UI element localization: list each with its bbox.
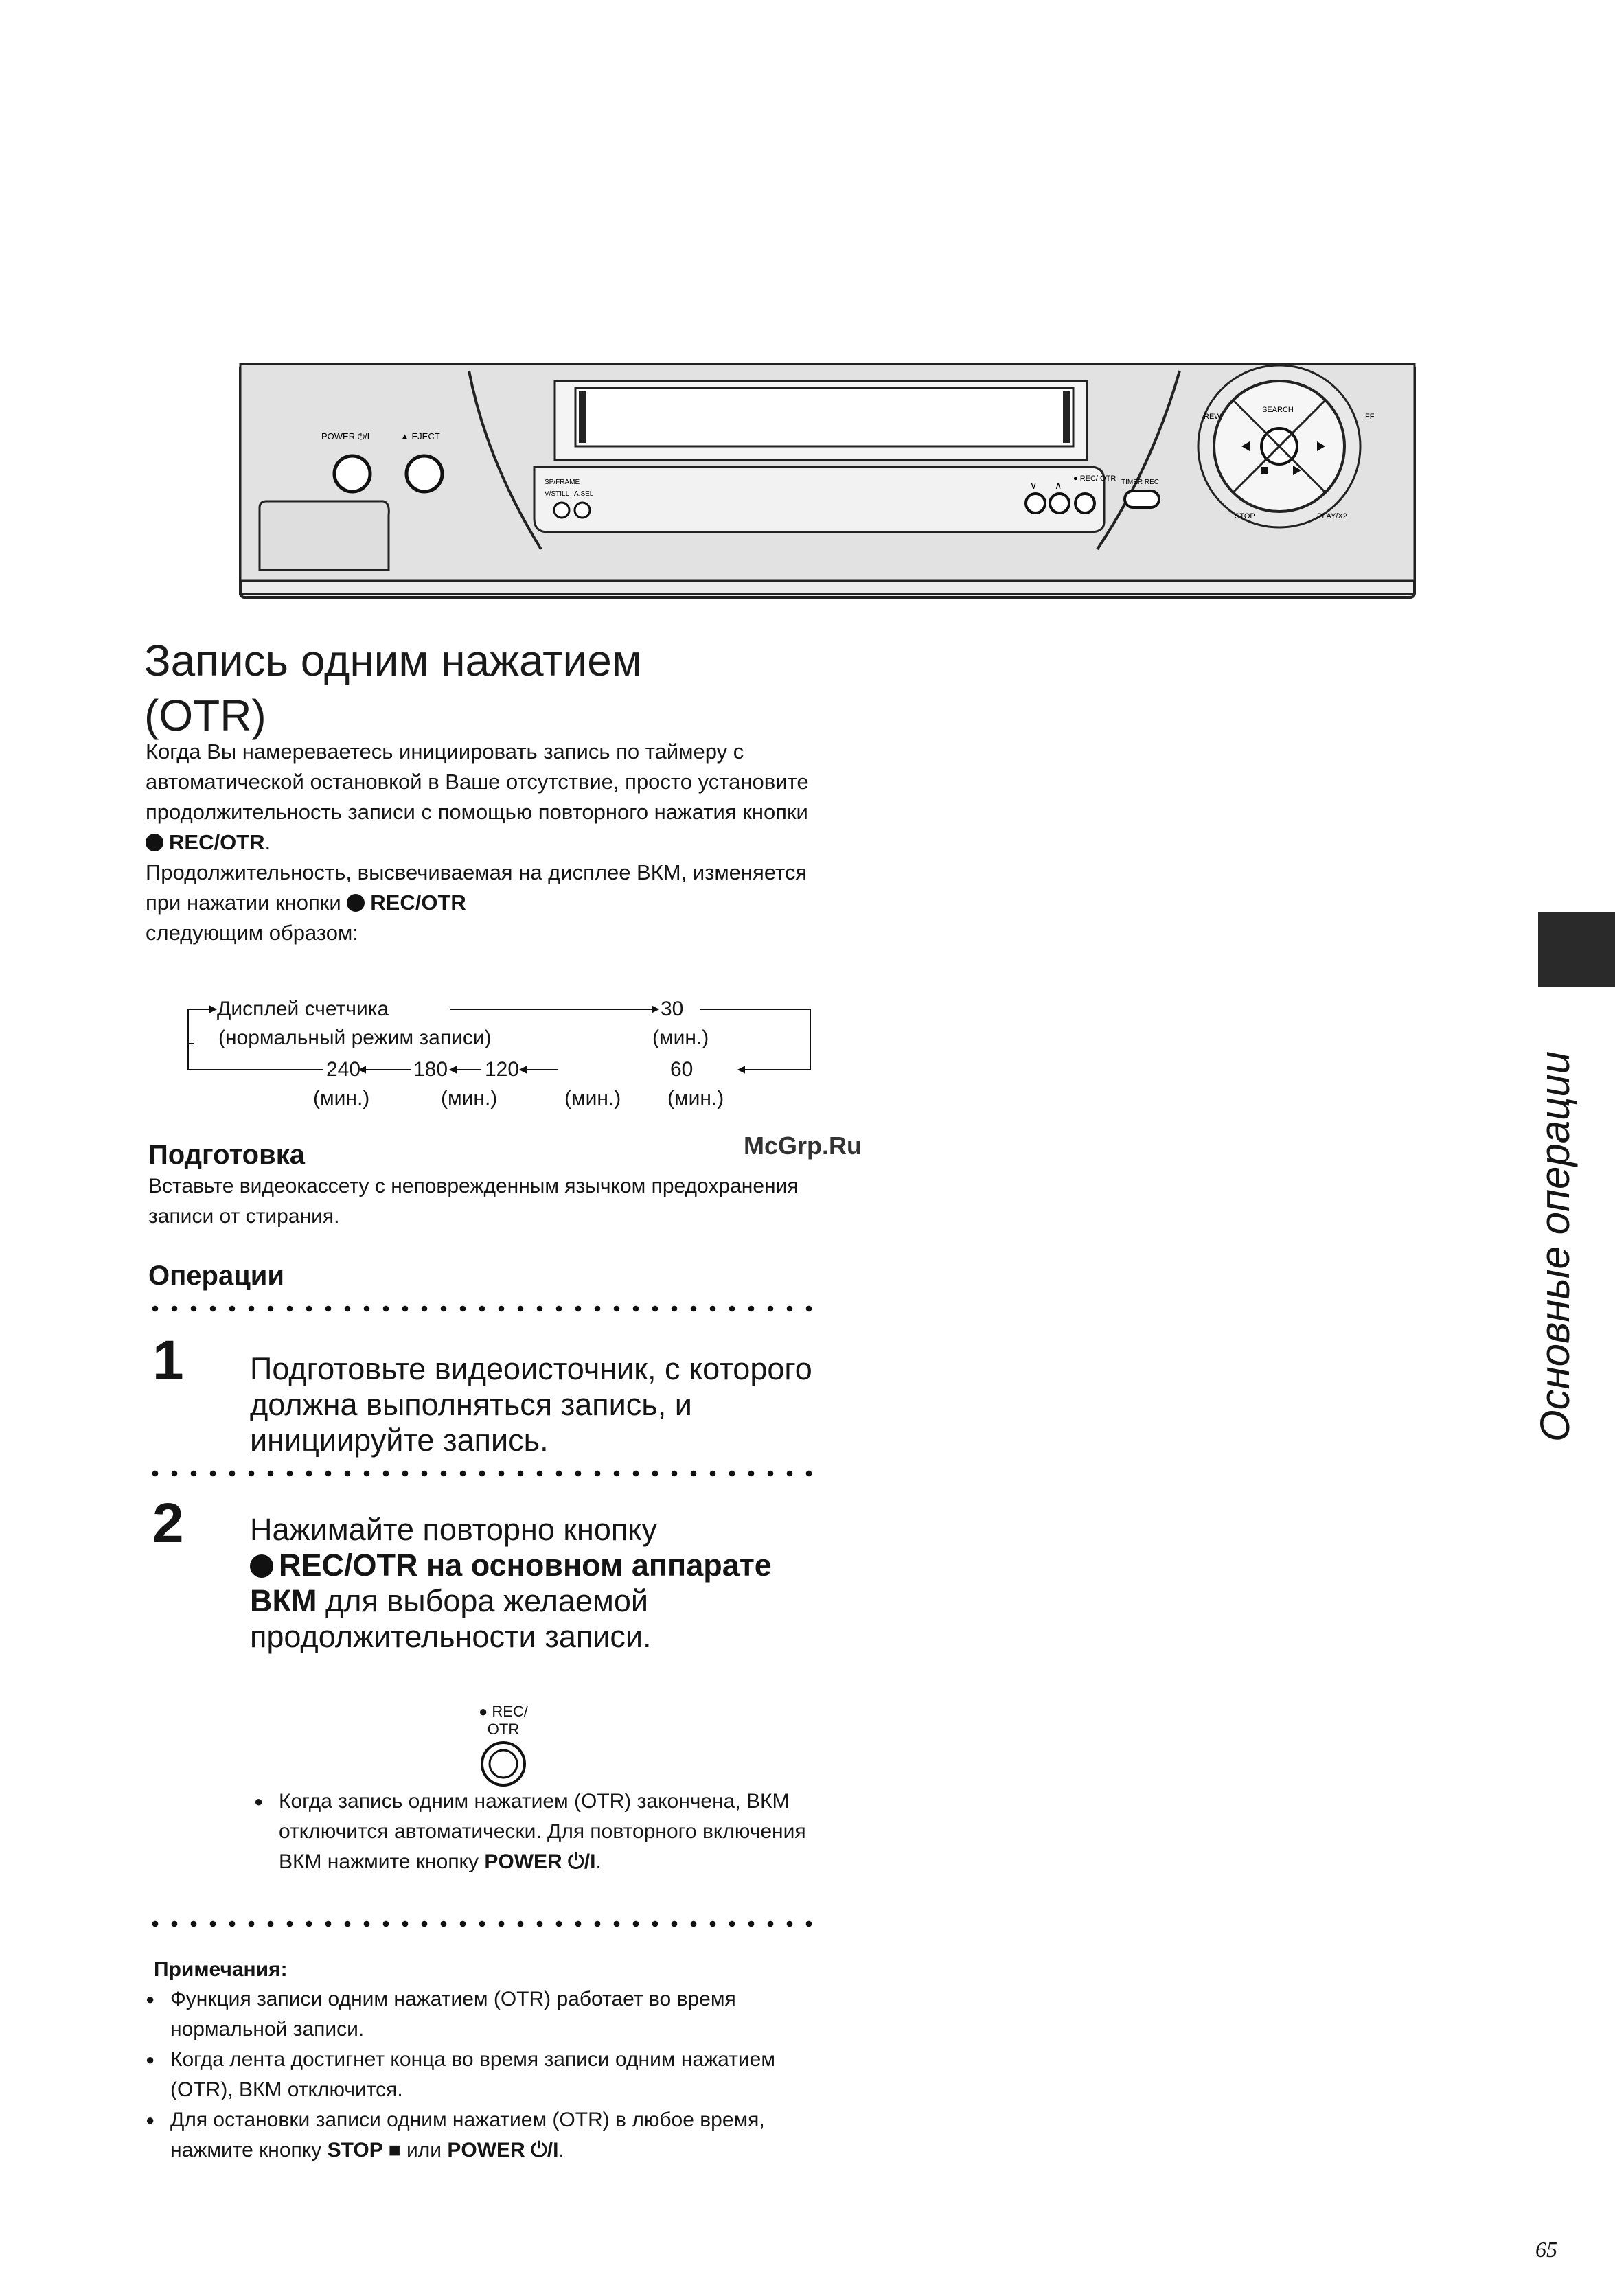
seq-30: 30 (661, 998, 684, 1020)
intro-p2-button: REC/OTR (370, 891, 466, 915)
title-line2: (OTR) (144, 691, 266, 740)
note-2: ● Когда лента достигнет конца во время записи одним нажатием (OTR), ВКМ отключится. (146, 2045, 818, 2105)
step2-b: для выбора желаемой продолжительности записи. (250, 1583, 652, 1654)
vcr-ch-down-button[interactable] (1026, 494, 1045, 513)
vcr-ch-up-button[interactable] (1050, 494, 1069, 513)
vcr-eject-label: ▲ EJECT (400, 431, 440, 441)
step2-text (250, 1512, 813, 1655)
prep-heading: Подготовка (148, 1140, 305, 1170)
vcr-play-label: PLAY/X2 (1317, 512, 1347, 520)
vcr-vstill-label: V/STILL (545, 490, 570, 498)
intro-p2: Продолжительность, высвечиваемая на дисплее ВКМ, изменяется при нажатии кнопки (146, 860, 808, 915)
dotted-divider (146, 1920, 818, 1928)
intro-p1: Когда Вы намереваетесь инициировать запись по таймеру с автоматической остановкой в Ваше отсутствие, просто установите продолжительность записи с помощью повторного нажатия кнопки (146, 739, 809, 824)
vcr-sp-button[interactable] (554, 503, 569, 518)
vcr-ff-label: FF (1365, 413, 1375, 421)
prep-text: Вставьте видеокассету с неповрежденным язычком предохранения записи от стирания. (148, 1175, 799, 1228)
rec-dot-icon (347, 894, 365, 912)
seq-240-unit: (мин.) (313, 1087, 370, 1110)
seq-240: 240 (326, 1058, 361, 1081)
seq-60: 60 (670, 1058, 694, 1081)
otr-label-2: OTR (487, 1721, 520, 1738)
rec-dot-icon (146, 834, 163, 851)
step1-number: 1 (152, 1329, 184, 1392)
vcr-eject-button[interactable] (406, 456, 442, 492)
intro-text (146, 737, 839, 948)
note-3-power: POWER ⏻/I (447, 2139, 559, 2161)
seq-180-unit: (мин.) (441, 1087, 498, 1110)
vcr-sp-label: SP/FRAME (545, 479, 580, 486)
step1-text: Подготовьте видеоисточник, с которого должна выполняться запись, и инициируйте запись. (250, 1351, 812, 1458)
section-tab-marker (1538, 912, 1615, 987)
intro-p1-end: . (264, 830, 271, 854)
note-3-end: . (558, 2139, 564, 2161)
vcr-rew-label: REW (1204, 413, 1222, 421)
vcr-timer-rec-button[interactable] (1125, 491, 1159, 507)
note-3-or: или (406, 2139, 442, 2161)
step2-note-power: POWER ⏻/I (484, 1850, 596, 1873)
vcr-stop-icon (1261, 467, 1268, 474)
step2-bold: REC/OTR на основном аппарате ВКМ (250, 1548, 772, 1618)
vcr-search-label: SEARCH (1262, 406, 1294, 414)
step2-note-end: . (595, 1850, 602, 1873)
notes-heading: Примечания: (154, 1958, 288, 1981)
step2-note-text: Когда запись одним нажатием (OTR) закончена, ВКМ отключится автоматически. Для повторного включения ВКМ нажмите кнопку (279, 1790, 806, 1873)
seq-120-unit: (мин.) (564, 1087, 621, 1110)
notes-list (146, 1984, 818, 2166)
step2-note (254, 1787, 842, 1877)
seq-60-unit: (мин.) (667, 1087, 724, 1110)
intro-p2-end: следующим образом: (146, 921, 358, 945)
title-line1: Запись одним нажатием (144, 636, 642, 685)
ops-heading: Операции (148, 1261, 284, 1291)
vcr-asel-button[interactable] (575, 503, 590, 518)
otr-label-1: ● REC/ (479, 1703, 528, 1720)
vcr-power-label: POWER ⏻/I (321, 431, 370, 441)
vcr-asel-label: A.SEL (574, 490, 594, 498)
vcr-ch-down-label: ∨ (1030, 480, 1038, 491)
step2-a: Нажимайте повторно кнопку (250, 1512, 657, 1547)
seq-counter: Дисплей счетчика (217, 998, 389, 1020)
seq-30-unit: (мин.) (652, 1026, 709, 1049)
note-3-stop: STOP ■ (327, 2139, 401, 2161)
rec-dot-icon (250, 1554, 273, 1578)
note-3 (146, 2105, 818, 2166)
rec-otr-button-icon (479, 1740, 527, 1788)
watermark: McGrp.Ru (744, 1132, 862, 1160)
dotted-divider (146, 1305, 818, 1313)
vcr-power-button[interactable] (334, 456, 370, 492)
rec-otr-figure (459, 1703, 548, 1785)
side-title-text: Основные операции (1532, 1051, 1578, 1442)
vcr-ch-up-label: ∧ (1055, 480, 1062, 491)
intro-p1-button: REC/OTR (169, 830, 265, 854)
vcr-timer-label: TIMER REC (1121, 479, 1159, 486)
vcr-stop-label: STOP (1235, 512, 1255, 520)
page-title (144, 633, 642, 743)
seq-120: 120 (485, 1058, 520, 1081)
step2-number: 2 (152, 1492, 184, 1554)
note-3-text: Для остановки записи одним нажатием (OTR) в любое время, нажмите кнопку (170, 2109, 765, 2161)
vcr-illustration (239, 343, 1417, 604)
note-1: ● Функция записи одним нажатием (OTR) работает во время нормальной записи. (146, 1984, 818, 2045)
vcr-rec-label: ● REC/ OTR (1073, 474, 1116, 483)
duration-sequence (179, 989, 824, 1119)
vcr-rec-otr-button[interactable] (1075, 494, 1095, 513)
seq-180: 180 (413, 1058, 448, 1081)
seq-normal: (нормальный режим записи) (218, 1026, 492, 1049)
dotted-divider (146, 1469, 818, 1478)
page-number: 65 (1535, 2237, 1557, 2262)
